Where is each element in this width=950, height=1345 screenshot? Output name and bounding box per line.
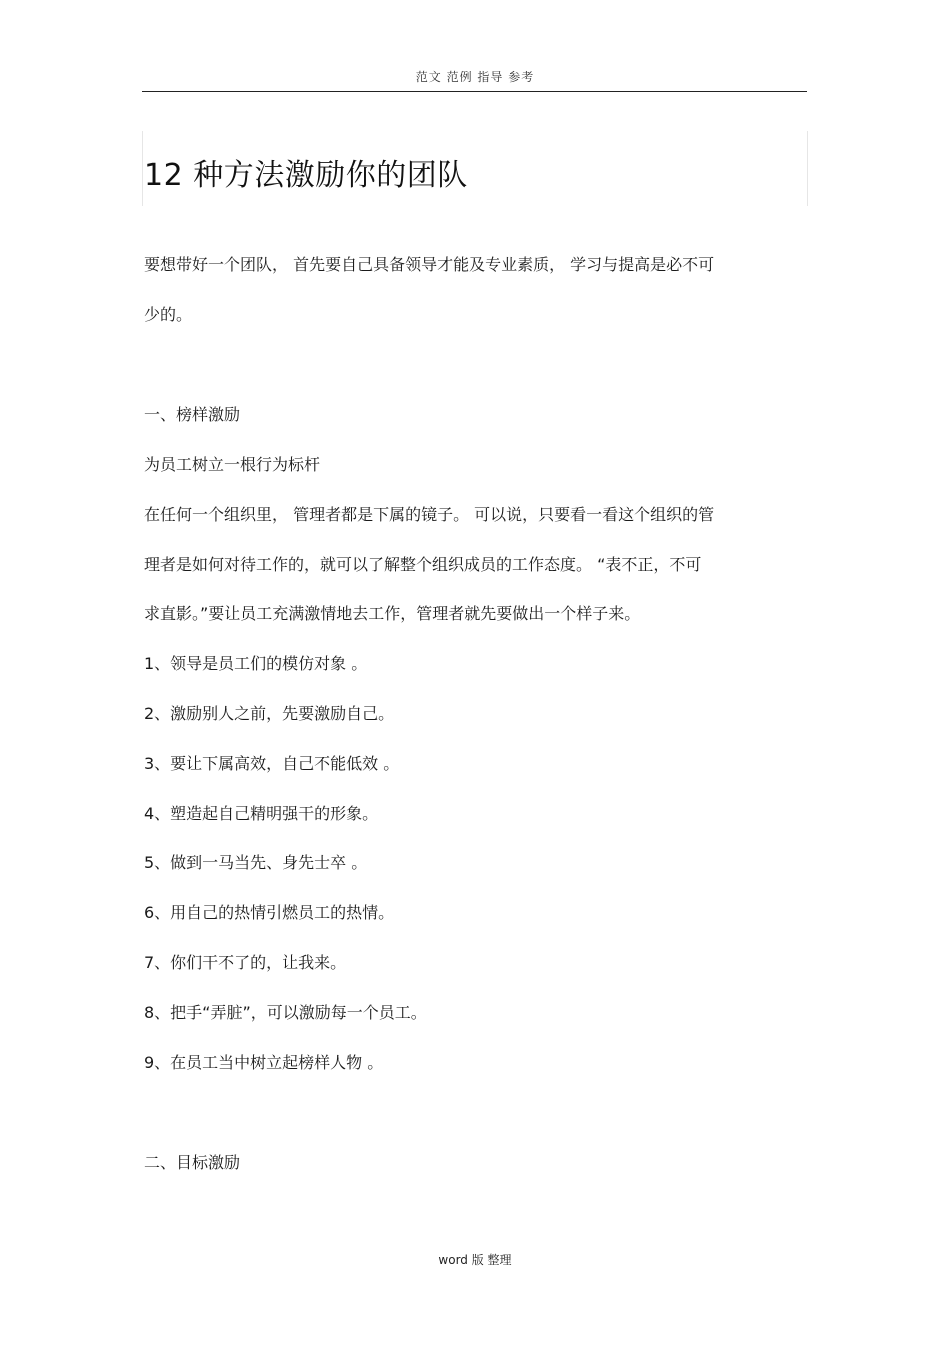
header-divider bbox=[142, 91, 807, 92]
page-header: 范文 范例 指导 参考 bbox=[415, 70, 535, 84]
list-item: 3、要让下属高效，自己不能低效 。 bbox=[144, 754, 400, 773]
list-item: 8、把手“弄脏”，可以激励每一个员工。 bbox=[144, 1003, 427, 1022]
section-1-heading: 一、榜样激励 bbox=[144, 405, 241, 424]
page-footer: word 版 整理 bbox=[438, 1253, 512, 1267]
list-item: 6、用自己的热情引燃员工的热情。 bbox=[144, 903, 395, 922]
list-item: 2、激励别人之前，先要激励自己。 bbox=[144, 704, 395, 723]
list-item: 7、你们干不了的，让我来。 bbox=[144, 953, 347, 972]
section-1-para-line-3: 求直影。”要让员工充满激情地去工作，管理者就先要做出一个样子来。 bbox=[144, 604, 641, 623]
intro-line-2: 少的。 bbox=[144, 305, 193, 324]
document-title: 12 种方法激励你的团队 bbox=[144, 158, 468, 193]
intro-line-1: 要想带好一个团队， 首先要自己具备领导才能及专业素质， 学习与提高是必不可 bbox=[144, 255, 715, 274]
section-1-para-line-2: 理者是如何对待工作的，就可以了解整个组织成员的工作态度。 “表不正，不可 bbox=[144, 555, 702, 574]
list-item: 1、领导是员工们的模仿对象 。 bbox=[144, 654, 368, 673]
section-2-heading: 二、目标激励 bbox=[144, 1153, 241, 1172]
section-1-para-line-1: 在任何一个组织里， 管理者都是下属的镜子。 可以说，只要看一看这个组织的管 bbox=[144, 505, 715, 524]
list-item: 4、塑造起自己精明强干的形象。 bbox=[144, 804, 379, 823]
list-item: 5、做到一马当先、身先士卒 。 bbox=[144, 853, 368, 872]
list-item: 9、在员工当中树立起榜样人物 。 bbox=[144, 1053, 384, 1072]
section-1-subtitle: 为员工树立一根行为标杆 bbox=[144, 455, 321, 474]
